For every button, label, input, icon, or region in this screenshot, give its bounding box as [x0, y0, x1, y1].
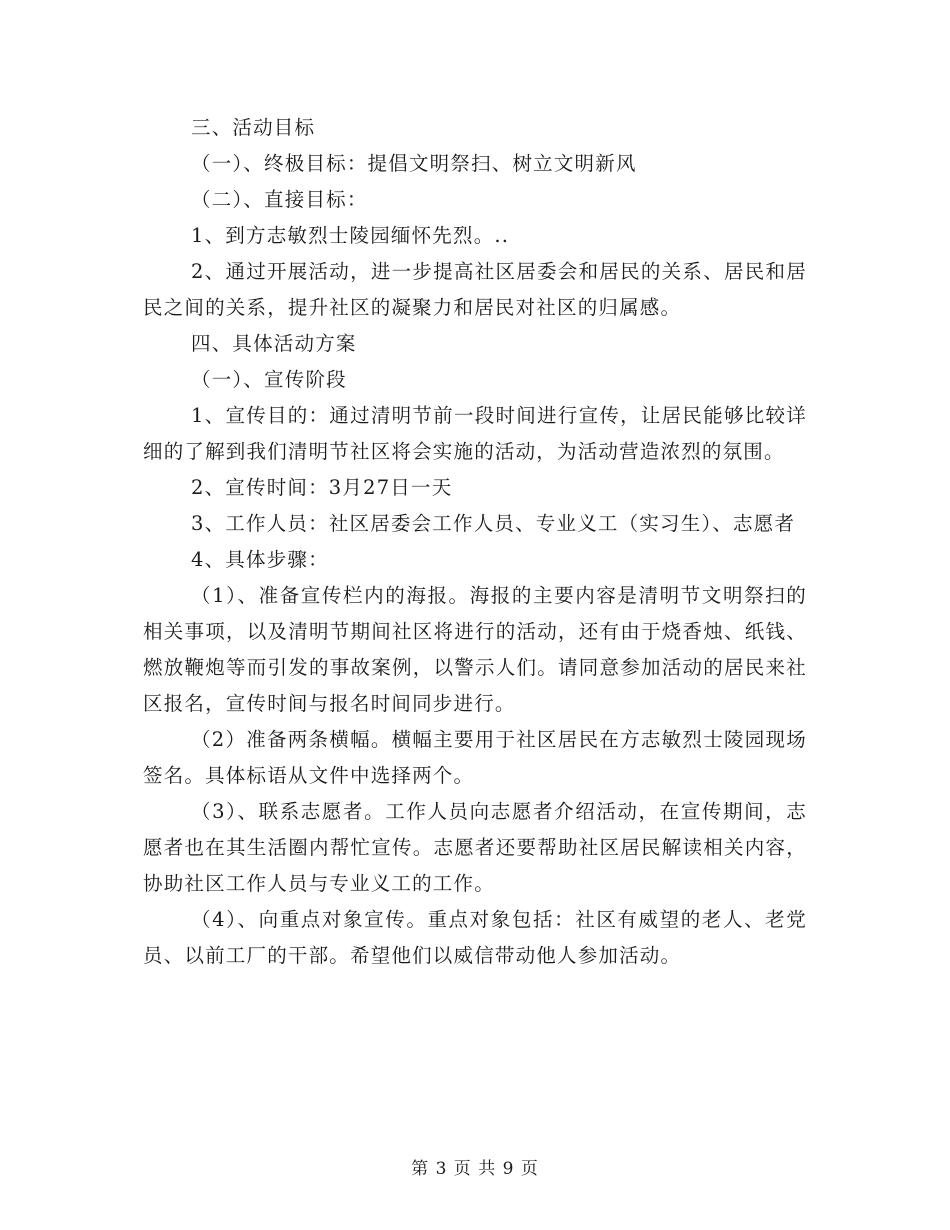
page-body — [143, 110, 807, 974]
paragraph: 1、宣传目的：通过清明节前一段时间进行宣传，让居民能够比较详细的了解到我们清明节社区将会实施的活动，为活动营造浓烈的氛围。 — [143, 404, 807, 463]
paragraph: 1、到方志敏烈士陵园缅怀先烈。.. — [191, 224, 510, 247]
paragraph: 2、通过开展活动，进一步提高社区居委会和居民的关系、居民和居民之间的关系，提升社区的凝聚力和居民对社区的归属感。 — [143, 260, 807, 319]
section-heading-activity-plan: 四、具体活动方案 — [191, 332, 357, 355]
paragraph: （二）、直接目标： — [191, 188, 368, 211]
paragraph: （一）、宣传阶段 — [191, 368, 347, 391]
paragraph: （2）准备两条横幅。横幅主要用于社区居民在方志敏烈士陵园现场签名。具体标语从文件中选择两个。 — [143, 728, 807, 787]
paragraph: （一）、终极目标：提倡文明祭扫、树立文明新风 — [191, 152, 637, 175]
paragraph: 4、具体步骤： — [191, 548, 329, 571]
paragraph: （4）、向重点对象宣传。重点对象包括：社区有威望的老人、老党员、以前工厂的干部。希望他们以威信带动他人参加活动。 — [143, 908, 807, 967]
section-heading-activity-goals: 三、活动目标 — [191, 116, 316, 139]
paragraph: 3、工作人员：社区居委会工作人员、专业义工（实习生）、志愿者 — [191, 512, 796, 535]
page-number-footer: 第 3 页 共 9 页 — [411, 1159, 539, 1179]
paragraph: 2、宣传时间：3月27日一天 — [191, 476, 453, 499]
paragraph: （1）、准备宣传栏内的海报。海报的主要内容是清明节文明祭扫的相关事项，以及清明节期间社区将进行的活动，还有由于烧香烛、纸钱、燃放鞭炮等而引发的事故案例，以警示人们。请同意参加活动的居民来社区报名，宣传时间与报名时间同步进行。 — [143, 584, 807, 715]
paragraph: （3）、联系志愿者。工作人员向志愿者介绍活动，在宣传期间，志愿者也在其生活圈内帮忙宣传。志愿者还要帮助社区居民解读相关内容，协助社区工作人员与专业义工的工作。 — [143, 800, 807, 895]
